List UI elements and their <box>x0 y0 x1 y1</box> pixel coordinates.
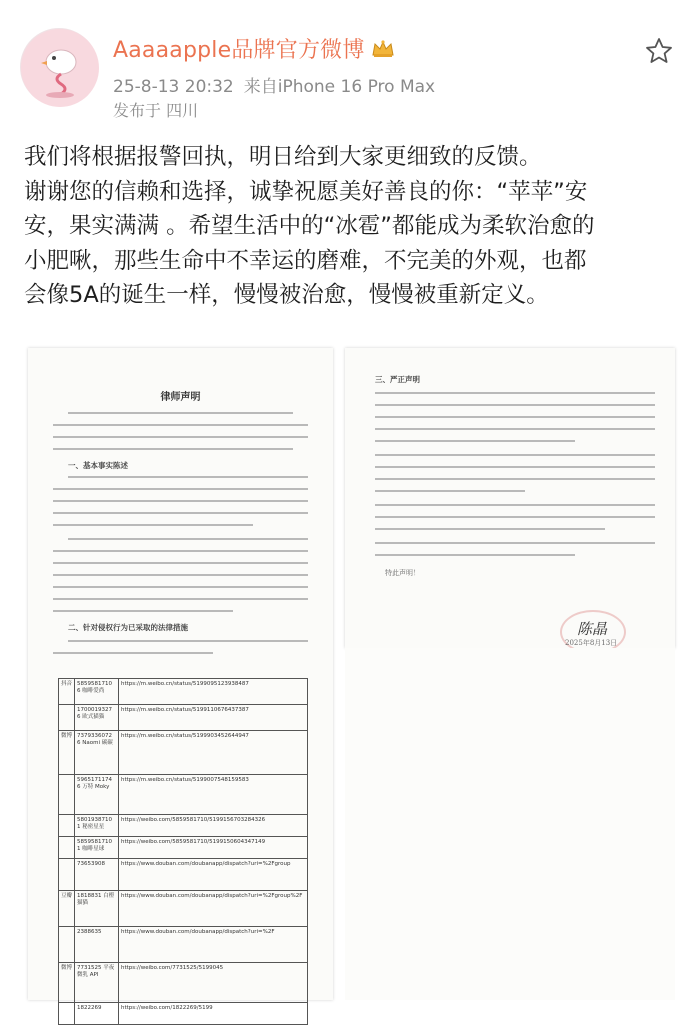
post-line: 会像5A的诞生一样，慢慢被治愈，慢慢被重新定义。 <box>24 282 549 308</box>
table-cell: 7731525 平夜微乳 API <box>75 963 119 1003</box>
table-cell: 抖音 <box>59 679 75 705</box>
timestamp: 25-8-13 20:32 <box>113 77 234 97</box>
table-cell <box>59 927 75 963</box>
author-name[interactable]: Aaaaapple品牌官方微博 <box>113 33 395 65</box>
table-cell <box>59 815 75 837</box>
table-cell: https://m.weibo.cn/status/5199903452644947 <box>119 731 308 775</box>
document-title: 律师声明 <box>160 392 201 403</box>
table-cell: 5965171174 6 万特 Moky <box>75 775 119 815</box>
table-cell: https://m.weibo.cn/status/5199007548159583 <box>119 775 308 815</box>
attached-image[interactable] <box>0 330 690 1011</box>
table-row <box>59 963 308 1003</box>
table-row <box>59 837 308 859</box>
post-meta <box>113 72 435 97</box>
post-line: 安，果实满满 。希望生活中的“冰雹”都能成为柔软治愈的 <box>24 213 595 239</box>
table-cell: 1700019327 6 欧式猫猫 <box>75 705 119 731</box>
table-row <box>59 705 308 731</box>
table-cell: https://weibo.com/1822269/5199 <box>119 1003 308 1025</box>
table-row <box>59 815 308 837</box>
section-heading: 三、严正声明 <box>375 375 420 384</box>
section-heading: 一、基本事实陈述 <box>68 461 128 470</box>
table-row <box>59 859 308 891</box>
table-row <box>59 731 308 775</box>
table-cell: https://www.douban.com/doubanapp/dispatch?uri=%2F <box>119 927 308 963</box>
table-cell: 5801938710 1 秘密星星 <box>75 815 119 837</box>
table-cell: https://m.weibo.cn/status/5199110676437387 <box>119 705 308 731</box>
table-row <box>59 927 308 963</box>
evidence-table <box>58 678 308 1025</box>
table-cell: 微博 <box>59 731 75 775</box>
table-row <box>59 1003 308 1025</box>
lawyer-statement-page-2 <box>345 348 675 648</box>
table-cell: 73653908 <box>75 859 119 891</box>
table-cell: 5859581710 1 咖啡星球 <box>75 837 119 859</box>
table-cell <box>59 837 75 859</box>
blank-page <box>345 648 675 1000</box>
table-cell: https://www.douban.com/doubanapp/dispatch?uri=%2Fgroup%2F <box>119 891 308 927</box>
table-cell: 1822269 <box>75 1003 119 1025</box>
table-cell <box>59 1003 75 1025</box>
table-row <box>59 679 308 705</box>
post-line: 谢谢您的信赖和选择，诚挚祝愿美好善良的你：“苹苹”安 <box>24 178 588 205</box>
table-cell: https://weibo.com/7731525/5199045 <box>119 963 308 1003</box>
signature: 陈晶 <box>577 620 608 638</box>
avatar[interactable] <box>20 28 98 106</box>
table-cell <box>59 859 75 891</box>
table-cell: https://weibo.com/5859581710/5199156703284326 <box>119 815 308 837</box>
table-cell: 5859581710 6 咖啡爱尚 <box>75 679 119 705</box>
post-body <box>24 140 674 313</box>
document-date: 2025年8月13日 <box>565 639 618 647</box>
post-source: 来自iPhone 16 Pro Max <box>243 77 436 97</box>
table-cell <box>59 775 75 815</box>
table-cell <box>59 705 75 731</box>
table-cell: 微博 <box>59 963 75 1003</box>
table-cell: https://www.douban.com/doubanapp/dispatch?uri=%2Fgroup <box>119 859 308 891</box>
table-row <box>59 775 308 815</box>
post-line: 小肥啾，那些生命中不幸运的磨难，不完美的外观，也都 <box>24 247 587 274</box>
table-cell: https://m.weibo.cn/status/5199095123938487 <box>119 679 308 705</box>
table-cell: 7379336072 6 Naomi 碳碳 <box>75 731 119 775</box>
closing-text: 特此声明！ <box>385 569 420 577</box>
section-heading: 二、针对侵权行为已采取的法律措施 <box>68 623 188 632</box>
table-cell: 1818831 白橙猫猫 <box>75 891 119 927</box>
table-cell: 豆瓣 <box>59 891 75 927</box>
post-header <box>0 0 690 125</box>
table-row <box>59 891 308 927</box>
table-cell: 2388635 <box>75 927 119 963</box>
post-location: 发布于 四川 <box>113 101 199 120</box>
crown-icon <box>371 39 395 65</box>
lawyer-statement-page-1 <box>28 348 333 1011</box>
post-line: 我们将根据报警回执，明日给到大家更细致的反馈。 <box>24 144 542 170</box>
table-cell: https://weibo.com/5859581710/5199150604347149 <box>119 837 308 859</box>
star-outline-icon[interactable] <box>644 36 674 66</box>
